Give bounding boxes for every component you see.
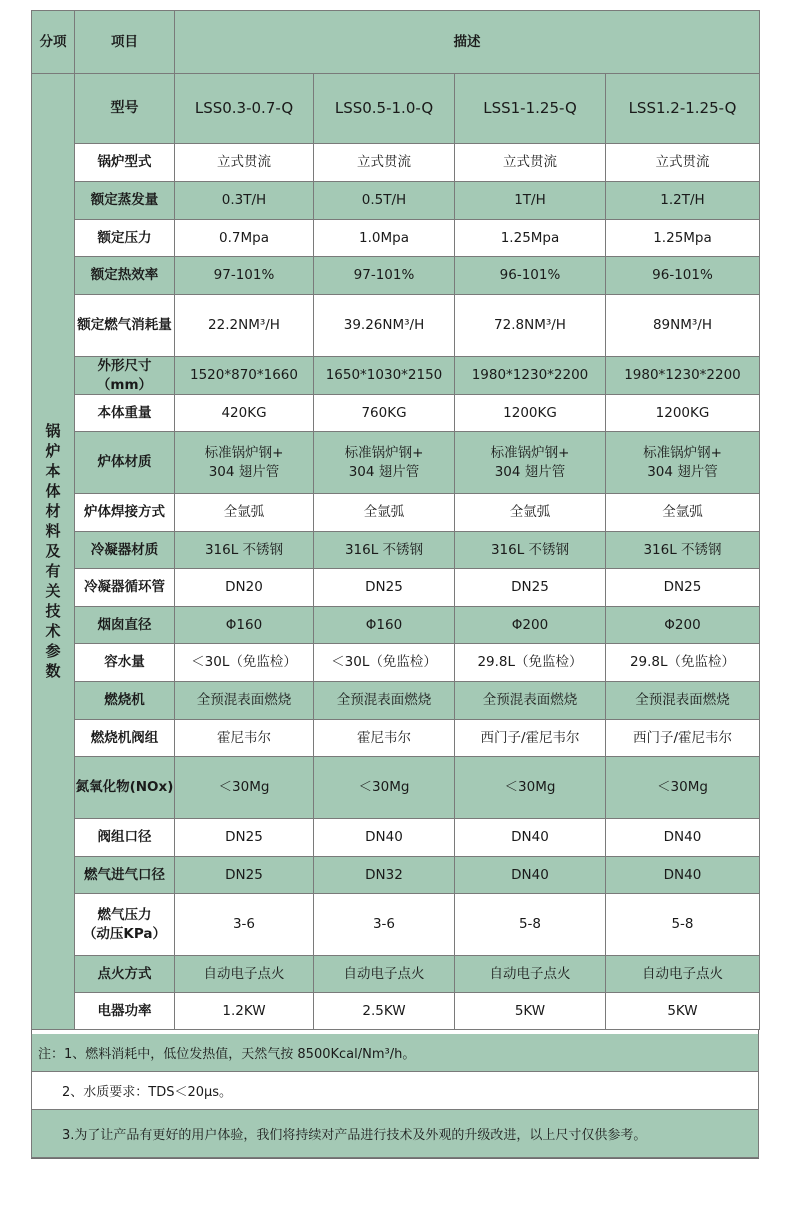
row-value: ＜30Mg (175, 757, 314, 819)
row-value: 立式贯流 (455, 144, 606, 182)
row-label (75, 894, 175, 956)
row-label-line: （动压KPa） (82, 925, 167, 942)
row-value: DN40 (606, 819, 760, 857)
row-value: 自动电子点火 (314, 956, 455, 993)
row-value: 自动电子点火 (606, 956, 760, 993)
spec-row (32, 532, 760, 569)
row-value: Φ160 (314, 607, 455, 644)
row-value: 3-6 (314, 894, 455, 956)
row-value: 5-8 (606, 894, 760, 956)
row-label: 容水量 (75, 644, 175, 682)
spec-row (32, 357, 760, 395)
header-row (32, 11, 760, 74)
row-value: 97-101% (314, 257, 455, 295)
row-value: 西门子/霍尼韦尔 (606, 720, 760, 757)
row-value: 1.25Mpa (606, 220, 760, 257)
row-value (314, 432, 455, 494)
spec-row (32, 819, 760, 857)
spec-row (32, 144, 760, 182)
row-label: 锅炉型式 (75, 144, 175, 182)
spec-row (32, 956, 760, 993)
row-value: DN40 (314, 819, 455, 857)
row-value: 5-8 (455, 894, 606, 956)
spec-row (32, 569, 760, 607)
spec-table (31, 10, 760, 1030)
row-value-line: 标准锅炉钢+ (204, 445, 284, 462)
row-value: 1520*870*1660 (175, 357, 314, 395)
row-value: 0.3T/H (175, 182, 314, 220)
row-value (455, 432, 606, 494)
row-label: 燃烧机 (75, 682, 175, 720)
row-value: Φ200 (455, 607, 606, 644)
row-value: DN25 (175, 819, 314, 857)
row-value: DN25 (175, 857, 314, 894)
model-value: LSS0.5-1.0-Q (314, 74, 455, 144)
row-value: 西门子/霍尼韦尔 (455, 720, 606, 757)
model-value: LSS0.3-0.7-Q (175, 74, 314, 144)
row-label: 本体重量 (75, 395, 175, 432)
row-value: 全氩弧 (314, 494, 455, 532)
spec-row (32, 993, 760, 1030)
row-value: 97-101% (175, 257, 314, 295)
row-value: 全预混表面燃烧 (175, 682, 314, 720)
row-value: ＜30L（免监检） (175, 644, 314, 682)
row-value: 1.2T/H (606, 182, 760, 220)
row-label: 炉体焊接方式 (75, 494, 175, 532)
row-value: 1650*1030*2150 (314, 357, 455, 395)
spec-row (32, 295, 760, 357)
spec-row (32, 607, 760, 644)
row-value: 96-101% (455, 257, 606, 295)
row-value: 39.26NM³/H (314, 295, 455, 357)
row-value: 全氩弧 (606, 494, 760, 532)
row-label-line: 燃气压力 (97, 907, 152, 924)
model-row (32, 74, 760, 144)
section-label-cell (32, 74, 75, 1030)
row-value: 立式贯流 (175, 144, 314, 182)
row-value: DN20 (175, 569, 314, 607)
row-label: 冷凝器循环管 (75, 569, 175, 607)
row-value: DN25 (455, 569, 606, 607)
row-value: 1.25Mpa (455, 220, 606, 257)
row-label: 阀组口径 (75, 819, 175, 857)
row-value: 96-101% (606, 257, 760, 295)
row-value-line: 304 翅片管 (647, 463, 718, 480)
row-value: 自动电子点火 (175, 956, 314, 993)
row-value: 全预混表面燃烧 (455, 682, 606, 720)
row-value: 1980*1230*2200 (606, 357, 760, 395)
row-value: 1.0Mpa (314, 220, 455, 257)
row-value: DN40 (455, 857, 606, 894)
row-value (175, 432, 314, 494)
row-value: ＜30L（免监检） (314, 644, 455, 682)
row-value: 72.8NM³/H (455, 295, 606, 357)
row-value: DN25 (606, 569, 760, 607)
row-value: DN32 (314, 857, 455, 894)
spec-row (32, 857, 760, 894)
row-label: 外形尺寸（mm） (75, 357, 175, 395)
row-value: ＜30Mg (606, 757, 760, 819)
row-label: 炉体材质 (75, 432, 175, 494)
row-value: 89NM³/H (606, 295, 760, 357)
row-value: 29.8L（免监检） (606, 644, 760, 682)
row-value: ＜30Mg (455, 757, 606, 819)
row-value: 霍尼韦尔 (314, 720, 455, 757)
row-value: 1T/H (455, 182, 606, 220)
row-value-line: 标准锅炉钢+ (344, 445, 424, 462)
row-label: 额定蒸发量 (75, 182, 175, 220)
row-value: 全氩弧 (175, 494, 314, 532)
row-value: ＜30Mg (314, 757, 455, 819)
row-value: 0.5T/H (314, 182, 455, 220)
row-value: Φ200 (606, 607, 760, 644)
row-value: 自动电子点火 (455, 956, 606, 993)
row-value: 1980*1230*2200 (455, 357, 606, 395)
row-value-line: 304 翅片管 (494, 463, 566, 480)
row-value-line: 304 翅片管 (208, 463, 280, 480)
row-label: 冷凝器材质 (75, 532, 175, 569)
row-value: 0.7Mpa (175, 220, 314, 257)
row-value: 22.2NM³/H (175, 295, 314, 357)
row-value: 316L 不锈钢 (606, 532, 760, 569)
row-value: 316L 不锈钢 (314, 532, 455, 569)
note-1: 注：1、燃料消耗中，低位发热值，天然气按 8500Kcal/Nm³/h。 (31, 1034, 759, 1072)
spec-row (32, 682, 760, 720)
row-value: 2.5KW (314, 993, 455, 1030)
row-value (606, 432, 760, 494)
row-value: 1200KG (455, 395, 606, 432)
spec-row (32, 182, 760, 220)
row-value: 3-6 (175, 894, 314, 956)
row-value: 316L 不锈钢 (455, 532, 606, 569)
row-value-line: 304 翅片管 (348, 463, 420, 480)
section-label: 锅炉本体材料及有关技术参数 (45, 422, 61, 681)
row-value: 全氩弧 (455, 494, 606, 532)
row-value: 立式贯流 (606, 144, 760, 182)
header-description: 描述 (175, 11, 760, 74)
row-value: 全预混表面燃烧 (314, 682, 455, 720)
row-label: 电器功率 (75, 993, 175, 1030)
row-value-line: 标准锅炉钢+ (490, 445, 570, 462)
spec-row (32, 494, 760, 532)
row-value: 1.2KW (175, 993, 314, 1030)
row-value: 5KW (455, 993, 606, 1030)
row-value: 29.8L（免监检） (455, 644, 606, 682)
spec-row (32, 257, 760, 295)
model-value: LSS1.2-1.25-Q (606, 74, 760, 144)
row-value: 760KG (314, 395, 455, 432)
row-label: 燃烧机阀组 (75, 720, 175, 757)
row-label: 额定热效率 (75, 257, 175, 295)
spec-row (32, 432, 760, 494)
row-value: DN25 (314, 569, 455, 607)
spec-row (32, 894, 760, 956)
row-value: Φ160 (175, 607, 314, 644)
row-value: 立式贯流 (314, 144, 455, 182)
row-label: 燃气进气口径 (75, 857, 175, 894)
row-value: 420KG (175, 395, 314, 432)
row-value: 霍尼韦尔 (175, 720, 314, 757)
spec-row (32, 720, 760, 757)
row-label: 烟囱直径 (75, 607, 175, 644)
row-value: DN40 (606, 857, 760, 894)
note-3: 3.为了让产品有更好的用户体验，我们将持续对产品进行技术及外观的升级改进，以上尺寸仅供参考。 (31, 1110, 759, 1158)
row-label: 点火方式 (75, 956, 175, 993)
notes-block (31, 1034, 759, 1158)
spec-row (32, 644, 760, 682)
spec-row (32, 757, 760, 819)
row-value: 全预混表面燃烧 (606, 682, 760, 720)
row-value: 316L 不锈钢 (175, 532, 314, 569)
note-2: 2、水质要求：TDS＜20μs。 (31, 1072, 759, 1110)
row-label: 氮氧化物(NOx) (75, 757, 175, 819)
model-label: 型号 (75, 74, 175, 144)
row-value: 5KW (606, 993, 760, 1030)
row-value-line: 标准锅炉钢+ (643, 445, 722, 462)
row-label: 额定燃气消耗量 (75, 295, 175, 357)
spec-row (32, 395, 760, 432)
row-value: DN40 (455, 819, 606, 857)
row-label: 额定压力 (75, 220, 175, 257)
header-category: 分项 (32, 11, 75, 74)
row-value: 1200KG (606, 395, 760, 432)
header-item: 项目 (75, 11, 175, 74)
spec-row (32, 220, 760, 257)
model-value: LSS1-1.25-Q (455, 74, 606, 144)
